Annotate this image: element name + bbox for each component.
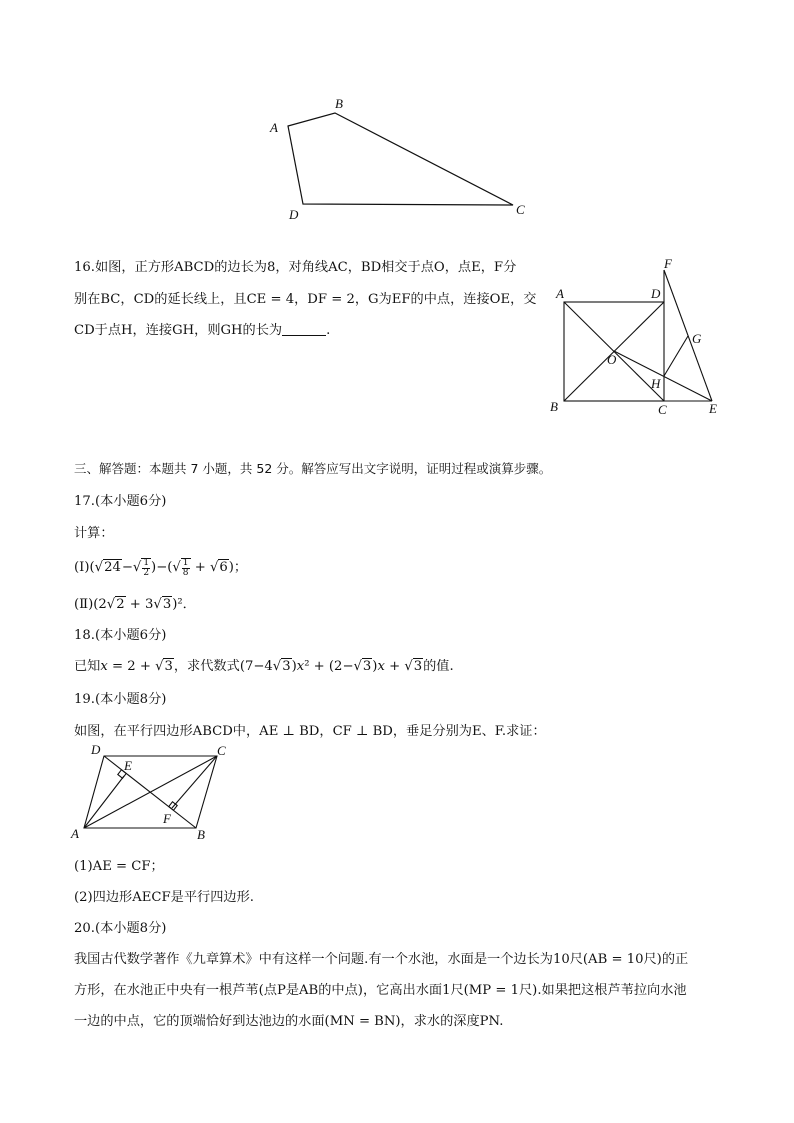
q16-line-3-end: . [326, 323, 331, 338]
fig16-label-c: C [658, 402, 667, 417]
q18-text-pre: 已知 [74, 659, 101, 674]
q20-title: 20.(本小题8分) [74, 921, 167, 936]
q18-text-mid: ，求代数式 [173, 659, 240, 674]
quadrilateral-figure [288, 113, 513, 205]
q20-line-1: 我国古代数学著作《九章算术》中有这样一个问题.有一个水池，水面是一个边长为10尺(AB = 10尺)的正 [74, 952, 689, 967]
section-3-heading: 三、解答题：本题共 7 小题，共 52 分。解答应写出文字说明，证明过程或演算步骤。 [74, 461, 552, 476]
fig16-label-e: E [709, 401, 717, 416]
fig19-label-a: A [71, 826, 79, 841]
fig16-label-h: H [651, 376, 661, 391]
fig19-label-f: F [163, 811, 171, 826]
q18-text: 已知x = 2 + √3，求代数式(7−4√3)x² + (2−√3)x + √3的值. [74, 659, 454, 674]
q17-part-1: (Ⅰ)(√24−√ $\frac{1}{2}$ )−(√ $\frac{1}{8}$ + √6)； [74, 557, 248, 578]
q16-line-3 [74, 319, 330, 338]
q17-part-2-label: (Ⅱ) [74, 597, 94, 612]
fig16-label-f: F [664, 256, 672, 271]
fig15-label-d: D [289, 207, 299, 222]
q19-text: 如图，在平行四边形ABCD中，AE ⊥ BD，CF ⊥ BD，垂足分别为E、F.求证： [74, 724, 546, 739]
q17-part-1-label: (Ⅰ) [74, 560, 90, 575]
q18-title: 18.(本小题6分) [74, 628, 167, 643]
q17-part-2: (Ⅱ)(2√2 + 3√3)²． [74, 597, 196, 612]
q19-item-1: (1)AE = CF； [74, 859, 164, 874]
q20-line-2: 方形，在水池正中央有一根芦苇(点P是AB的中点)，它高出水面1尺(MP = 1尺).如果把这根芦苇拉向水池 [74, 983, 687, 998]
parallelogram-figure [84, 756, 217, 828]
fig19-label-d: D [91, 742, 101, 757]
fig15-label-b: B [335, 96, 343, 111]
fig16-label-b: B [550, 399, 558, 414]
q20-line-3: 一边的中点，它的顶端恰好到达池边的水面(MN = BN)，求水的深度PN. [74, 1014, 504, 1029]
fig15-label-a: A [270, 120, 278, 135]
q16-line-3-text: CD于点H，连接GH，则GH的长为 [74, 323, 283, 338]
fig16-label-a: A [556, 286, 564, 301]
fig16-label-g: G [692, 331, 702, 346]
q19-item-2: (2)四边形AECF是平行四边形. [74, 890, 254, 905]
q17-title: 17.(本小题6分) [74, 494, 167, 509]
fig16-label-d: D [651, 286, 661, 301]
q18-text-end: 的值. [423, 659, 454, 674]
fig19-label-c: C [217, 743, 226, 758]
q16-line-2: 别在BC，CD的延长线上，且CE = 4，DF = 2，G为EF的中点，连接OE，交 [74, 292, 537, 307]
fig19-label-b: B [197, 827, 205, 842]
fig15-label-c: C [516, 202, 525, 217]
q19-title: 19.(本小题8分) [74, 692, 167, 707]
q16-line-1: 16.如图，正方形ABCD的边长为8，对角线AC，BD相交于点O，点E，F分 [74, 260, 517, 275]
fig16-label-o: O [607, 352, 617, 367]
answer-blank[interactable] [282, 323, 326, 336]
q17-instruction: 计算： [74, 526, 114, 541]
fig19-label-e: E [124, 758, 132, 773]
square-figure [564, 270, 712, 401]
